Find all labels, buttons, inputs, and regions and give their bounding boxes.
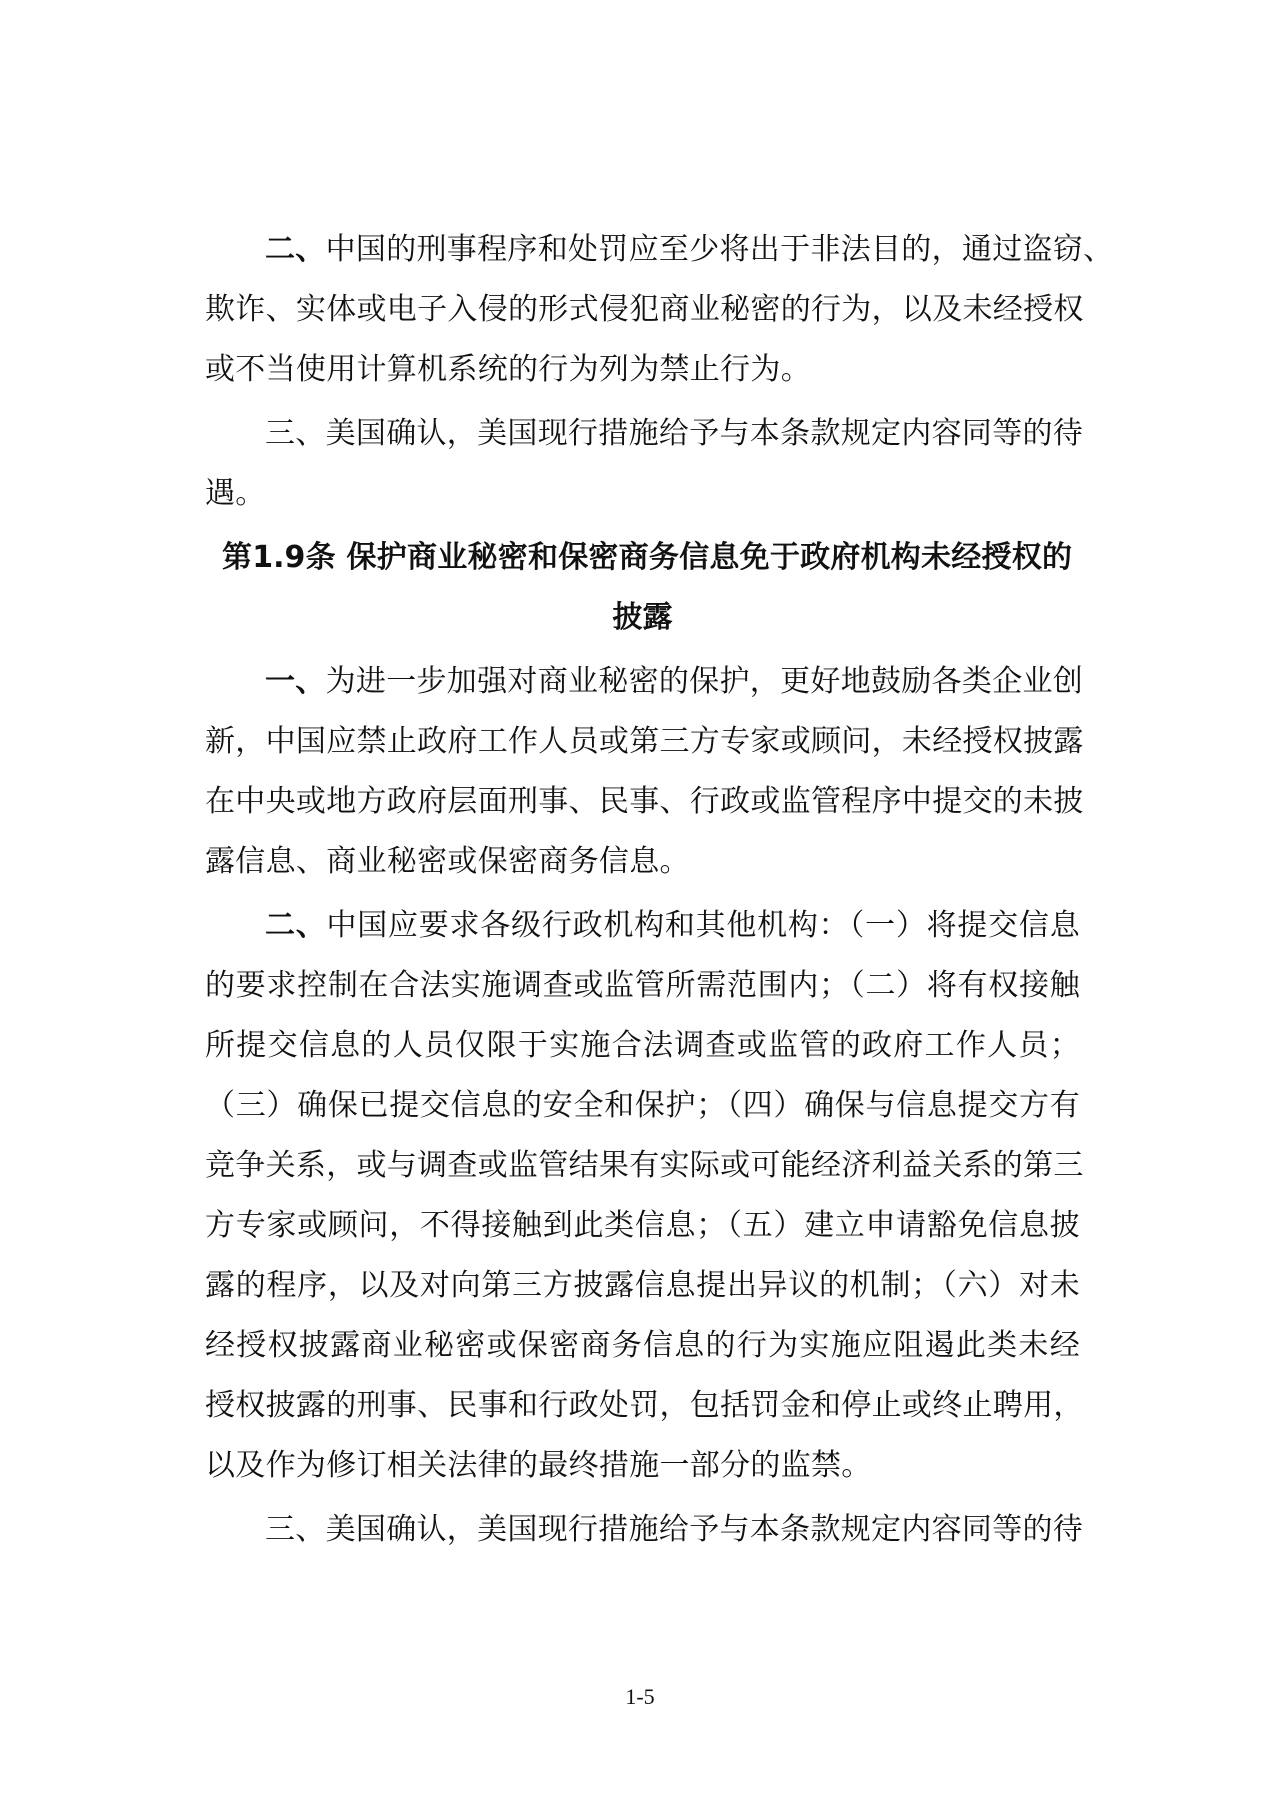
paragraph-3-line-1-text: 为进一步加强对商业秘密的保护，更好地鼓励各类企业创 xyxy=(325,664,1084,699)
paragraph-4-line-1 xyxy=(265,908,1080,948)
paragraph-4-line-10: 以及作为修订相关法律的最终措施一部分的监禁。 xyxy=(205,1448,872,1483)
paragraph-1-lead: 二、 xyxy=(265,232,326,267)
paragraph-4-line-5: 竞争关系，或与调查或监管结果有实际或可能经济利益关系的第三 xyxy=(205,1148,1084,1183)
paragraph-1-line-1 xyxy=(265,232,1114,272)
paragraph-3-lead: 一、 xyxy=(265,664,326,699)
paragraph-3-line-2: 新，中国应禁止政府工作人员或第三方专家或顾问，未经授权披露 xyxy=(205,724,1084,759)
paragraph-4-line-3: 所提交信息的人员仅限于实施合法调查或监管的政府工作人员； xyxy=(205,1028,1080,1063)
paragraph-4-line-4: （三）确保已提交信息的安全和保护；（四）确保与信息提交方有 xyxy=(205,1088,1080,1123)
article-heading-line-1: 第1.9条 保护商业秘密和保密商务信息免于政府机构未经授权的 xyxy=(222,540,1072,575)
article-heading-line-2: 披露 xyxy=(612,600,673,635)
paragraph-3-line-4: 露信息、商业秘密或保密商务信息。 xyxy=(205,844,690,879)
paragraph-1-line-2: 欺诈、实体或电子入侵的形式侵犯商业秘密的行为，以及未经授权 xyxy=(205,292,1084,327)
paragraph-5-line-1: 三、美国确认，美国现行措施给予与本条款规定内容同等的待 xyxy=(265,1512,1084,1547)
paragraph-4-line-2: 的要求控制在合法实施调查或监管所需范围内；（二）将有权接触 xyxy=(205,968,1080,1003)
paragraph-3-line-1 xyxy=(265,664,1084,704)
paragraph-2-line-2: 遇。 xyxy=(205,476,266,511)
paragraph-4-line-7: 露的程序，以及对向第三方披露信息提出异议的机制；（六）对未 xyxy=(205,1268,1080,1303)
paragraph-4-lead: 二、 xyxy=(265,908,327,943)
page-number: 1-5 xyxy=(625,1684,655,1709)
paragraph-1-line-3: 或不当使用计算机系统的行为列为禁止行为。 xyxy=(205,352,811,387)
paragraph-4-line-8: 经授权披露商业秘密或保密商务信息的行为实施应阻遏此类未经 xyxy=(205,1328,1080,1363)
paragraph-4-line-1-text: 中国应要求各级行政机构和其他机构：（一）将提交信息 xyxy=(326,908,1080,943)
paragraph-3-line-3: 在中央或地方政府层面刑事、民事、行政或监管程序中提交的未披 xyxy=(205,784,1084,819)
paragraph-4-line-6: 方专家或顾问，不得接触到此类信息；（五）建立申请豁免信息披 xyxy=(205,1208,1080,1243)
paragraph-2-line-1: 三、美国确认，美国现行措施给予与本条款规定内容同等的待 xyxy=(265,416,1084,451)
paragraph-1-line-1-text: 中国的刑事程序和处罚应至少将出于非法目的，通过盗窃、 xyxy=(325,232,1114,267)
paragraph-4-line-9: 授权披露的刑事、民事和行政处罚，包括罚金和停止或终止聘用， xyxy=(205,1388,1084,1423)
